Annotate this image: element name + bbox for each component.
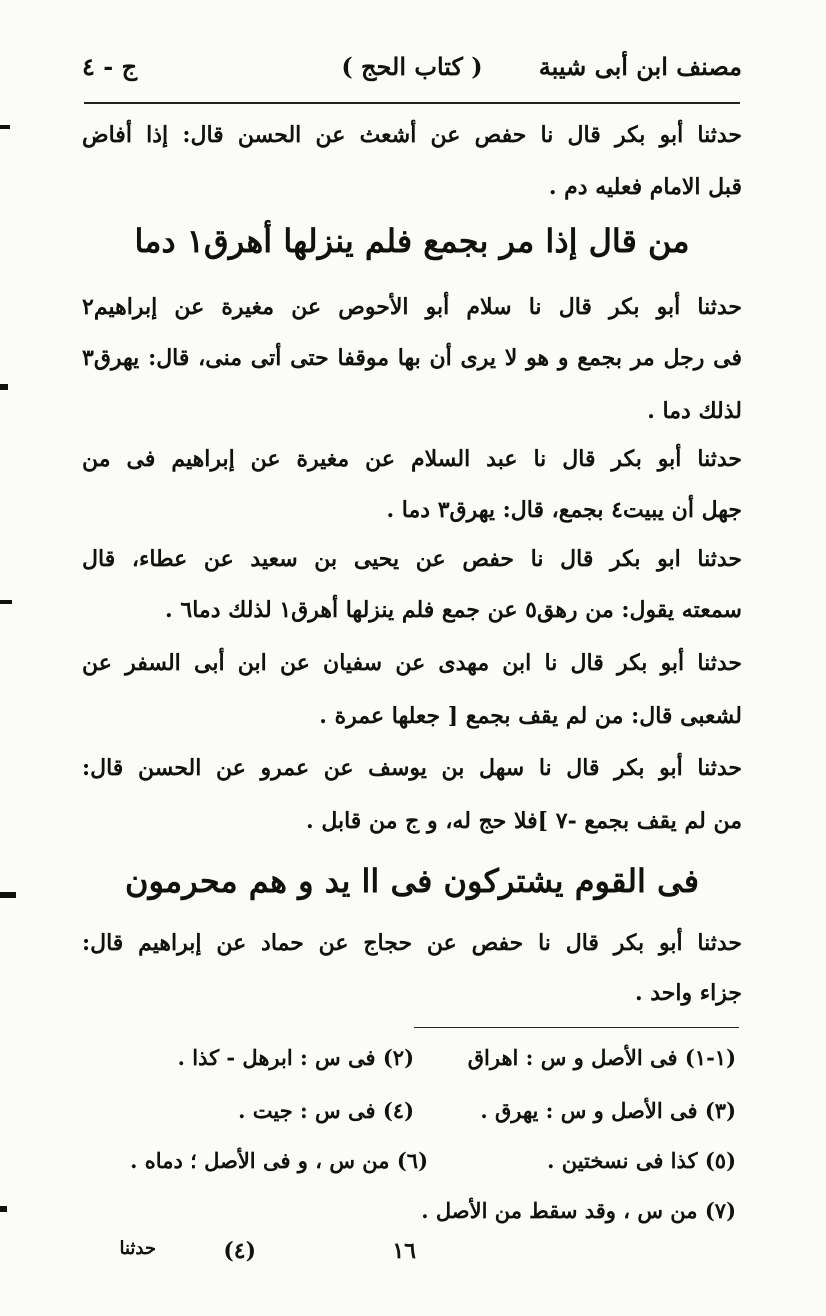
footnote-6: (٦) من س ، و فى الأصل ؛ دماه . bbox=[130, 1148, 428, 1173]
paragraph-1-line-1: حدثنا أبو بكر قال نا حفص عن أشعث عن الحسن قال: إذا أفاض bbox=[82, 122, 742, 148]
scan-mark bbox=[0, 600, 12, 604]
paragraph-4-line-1: حدثنا ابو بكر قال نا حفص عن يحيى بن سعيد عن عطاء، قال bbox=[82, 546, 742, 572]
paragraph-6-line-1: حدثنا أبو بكر قال نا سهل بن يوسف عن عمرو عن الحسن قال: bbox=[82, 755, 742, 781]
footnote-2: (٢) فى س : ابرهل - كذا . bbox=[177, 1045, 414, 1070]
paragraph-1-line-2: قبل الامام فعليه دم . bbox=[548, 174, 742, 200]
paragraph-3-line-2: جهل أن يبيت٤ بجمع، قال: يهرق٣ دما . bbox=[386, 497, 742, 523]
footer-catchword: حدثنا bbox=[119, 1238, 156, 1259]
paragraph-7-line-1: حدثنا أبو بكر قال نا حفص عن حجاج عن حماد عن إبراهيم قال: bbox=[82, 930, 742, 956]
footnote-1: (١-١) فى الأصل و س : اهراق bbox=[467, 1045, 736, 1070]
footnote-3: (٣) فى الأصل و س : يهرق . bbox=[480, 1098, 736, 1123]
header-chapter-title: ( كتاب الحج ) bbox=[341, 52, 483, 81]
footnote-5: (٥) كذا فى نسختين . bbox=[547, 1148, 736, 1173]
header-rule bbox=[84, 102, 740, 104]
scan-mark bbox=[0, 125, 10, 129]
paragraph-2-line-2: فى رجل مر بجمع و هو لا يرى أن بها موقفا حتى أتى منى، قال: يهرق٣ bbox=[82, 345, 742, 371]
scan-mark bbox=[0, 1206, 7, 1212]
paragraph-6-line-2: من لم يقف بجمع -٧ ]فلا حج له، و ج من قابل . bbox=[306, 808, 742, 834]
paragraph-7-line-2: جزاء واحد . bbox=[634, 980, 742, 1006]
footnotes-rule bbox=[414, 1027, 739, 1028]
scan-mark bbox=[0, 892, 16, 898]
header-book-title: مصنف ابن أبى شيبة bbox=[538, 52, 742, 81]
header-volume: ج - ٤ bbox=[82, 52, 138, 81]
footer-volume: (٤) bbox=[223, 1238, 256, 1264]
paragraph-4-line-2: سمعته يقول: من رهق٥ عن جمع فلم ينزلها أهرق١ لذلك دما٦ . bbox=[165, 597, 742, 623]
paragraph-3-line-1: حدثنا أبو بكر قال نا عبد السلام عن مغيرة عن إبراهيم فى من bbox=[82, 446, 742, 472]
scan-mark bbox=[0, 384, 8, 390]
page-header bbox=[82, 52, 742, 92]
footnote-4: (٤) فى س : جيت . bbox=[238, 1098, 414, 1123]
page-number: ١٦ bbox=[392, 1238, 416, 1264]
paragraph-2-line-1: حدثنا أبو بكر قال نا سلام أبو الأحوص عن مغيرة عن إبراهيم٢ bbox=[82, 294, 742, 320]
paragraph-5-line-1: حدثنا أبو بكر قال نا ابن مهدى عن سفيان عن ابن أبى السفر عن bbox=[82, 650, 742, 676]
section-title-2: فى القوم يشتركون فى اا يد و هم محرمون bbox=[125, 862, 699, 900]
section-title-1: من قال إذا مر بجمع فلم ينزلها أهرق١ دما bbox=[134, 222, 690, 260]
paragraph-2-line-3: لذلك دما . bbox=[647, 398, 742, 424]
paragraph-5-line-2: لشعبى قال: من لم يقف بجمع [ جعلها عمرة . bbox=[319, 703, 742, 729]
footnote-7: (٧) من س ، وقد سقط من الأصل . bbox=[421, 1198, 736, 1223]
